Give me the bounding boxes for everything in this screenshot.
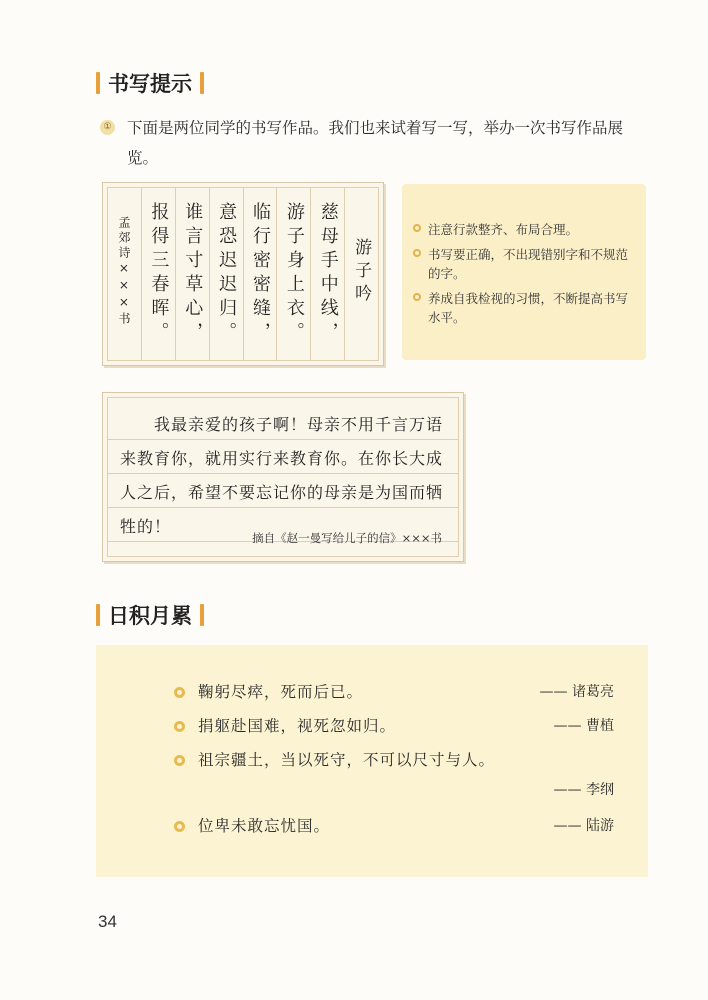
writing-tips-box xyxy=(402,184,646,360)
ring-bullet-icon xyxy=(174,755,185,766)
poem-title-column: 游子吟 xyxy=(344,188,378,360)
heading-accent-bar xyxy=(200,72,204,94)
quote-author: —— 李纲 xyxy=(553,782,614,798)
quote-author: —— 诸葛亮 xyxy=(539,684,614,700)
letter-signature: 摘自《赵一曼写给儿子的信》×××书 xyxy=(252,531,442,545)
quote-text: 祖宗疆土，当以死守，不可以尺寸与人。 xyxy=(198,751,496,769)
section-title: 书写提示 xyxy=(108,72,192,96)
ring-bullet-icon xyxy=(174,687,185,698)
section-title: 日积月累 xyxy=(108,604,192,628)
quote-item xyxy=(174,711,614,741)
poem-line: 谁言寸草心， xyxy=(175,188,209,360)
ring-bullet-icon xyxy=(413,293,421,301)
poem-line: 游子身上衣。 xyxy=(276,188,310,360)
tip-item: 养成自我检视的习惯，不断提高书写水平。 xyxy=(428,289,634,327)
intro-text: 下面是两位同学的书写作品。我们也来试着写一写，举办一次书写作品展览。 xyxy=(127,119,624,167)
ring-bullet-icon xyxy=(174,821,185,832)
quote-text: 位卑未敢忘忧国。 xyxy=(198,817,331,835)
poem-line: 意恐迟迟归。 xyxy=(209,188,243,360)
quote-text: 捐躯赴国难，视死忽如归。 xyxy=(198,717,397,735)
quote-item xyxy=(174,677,614,707)
quote-author: —— 曹植 xyxy=(553,718,614,734)
section-heading-daily-accumulation xyxy=(96,600,204,630)
section-heading-writing-tips xyxy=(96,68,204,98)
tip-item: 书写要正确，不出现错别字和不规范的字。 xyxy=(428,245,634,283)
quote-item xyxy=(174,745,614,775)
quote-author: —— 陆游 xyxy=(553,818,614,834)
ring-bullet-icon xyxy=(174,721,185,732)
heading-accent-bar xyxy=(96,72,100,94)
intro-paragraph xyxy=(100,113,660,173)
ring-bullet-icon xyxy=(413,224,421,232)
poem-line: 临行密密缝， xyxy=(243,188,277,360)
letter-calligraphy-card xyxy=(102,392,464,562)
quote-item xyxy=(174,811,614,841)
quotes-box xyxy=(96,645,648,877)
poem-line: 慈母手中线， xyxy=(310,188,344,360)
ring-bullet-icon xyxy=(413,249,421,257)
poem-line: 报得三春晖。 xyxy=(141,188,175,360)
heading-accent-bar xyxy=(96,604,100,626)
heading-accent-bar xyxy=(200,604,204,626)
page-number: 34 xyxy=(98,912,117,931)
tip-item: 注意行款整齐、布局合理。 xyxy=(428,220,634,239)
item-number-marker: ① xyxy=(100,120,115,135)
poem-signature-column: 孟郊诗×××书 xyxy=(116,216,131,327)
poem-calligraphy-card xyxy=(102,182,384,366)
quote-text: 鞠躬尽瘁，死而后已。 xyxy=(198,683,364,701)
letter-text: 我最亲爱的孩子啊！母亲不用千言万语来教育你，就用实行来教育你。在你长大成人之后，希望不要忘记你的母亲是为国而牺牲的！ xyxy=(120,415,444,536)
